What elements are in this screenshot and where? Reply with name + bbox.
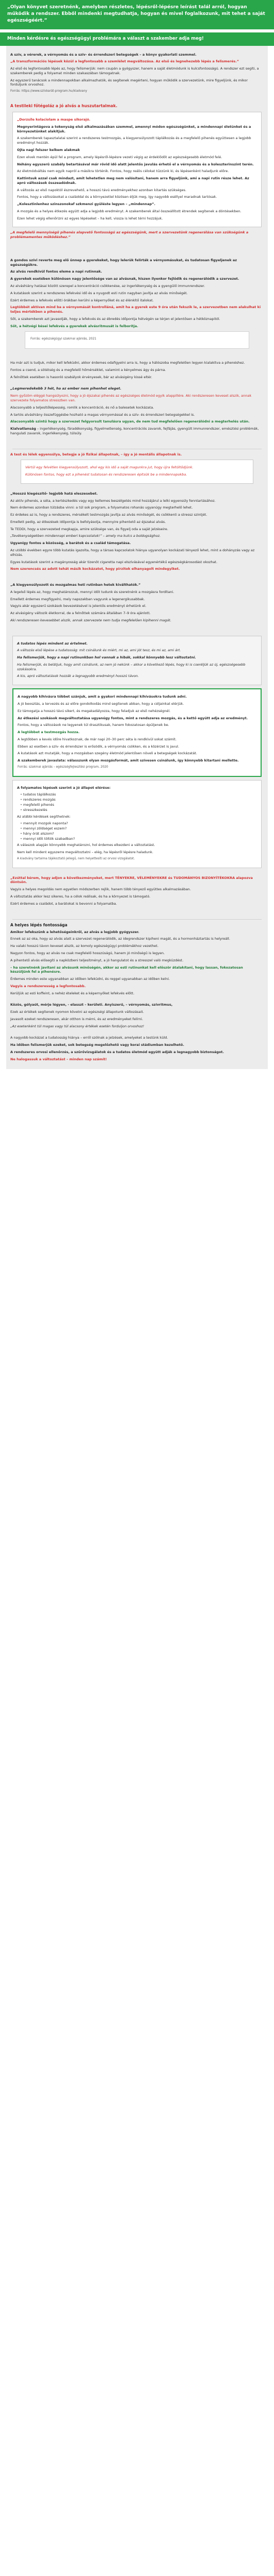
section4-quote: „Tevékenységekben mindennapi emberi kapcsolatok!” – amely ma kulcs a boldogsághoz. — [10, 534, 161, 538]
section6-green-title: A legtöbbet a testmozgás hozza. — [18, 730, 80, 735]
intro-text: „Olyan könyvet szeretnénk, amelyben részletes, lépésről-lépésre leírást talál arról, hogyan működik a rendszer. Ebből mindenki megtudhatja, hogyan és mivel foglalkozunk, mit tehet a saját egészségéért.” — [7, 5, 265, 24]
section5-p1: A legelső lépés az, hogy meghatározzuk, mennyi időt tudunk és szeretnénk a mozgásra fordítani. — [10, 589, 174, 594]
section9-title: A helyes lépés fontossága — [10, 922, 68, 927]
section5-italic: Aki rendszeresen kevesebbet alszik, annak szervezete nem tudja megfelelően kipihenni magát. — [10, 618, 172, 622]
list-item: • megfelelő pihenés — [20, 803, 257, 807]
section7-list2 — [17, 821, 257, 841]
section1-box-p11: Ezen lehet végig ellenőrizni az egyes lépéseket – ha kell, vissza is lehet térni hozzájuk. — [17, 216, 163, 221]
section2-title: Az alvás rendkívül fontos eleme a napi rutinnak. — [10, 269, 102, 274]
section6-box-p1: A változás első lépése a tudatosság: mit csinálunk és miért, mi az, ami jót tesz, és mi az, ami árt. — [17, 648, 181, 653]
section1-box — [12, 112, 262, 227]
section9-green: – ha szeretnénk javítani az alvásunk minőségén, akkor az esti rutinunkat kell először átalakítani, hogy lassan, fokozatosan készüljünk fel a pihenésre. — [10, 965, 243, 974]
section1-box-p9: „Kolesztinlenhez szinszonokaf szkmenzi gyüléste legyen – „mindennap”. — [17, 202, 155, 207]
section6-box-p4: A kis, apró változtatások hozzák a legnagyobb eredményt hosszú távon. — [17, 674, 139, 679]
section7-list1 — [17, 792, 257, 812]
list-item: • stresszkezelés — [20, 808, 257, 812]
section4-p1: Az aktív pihenés, a séta, a kertészkedés vagy egy kellemes beszélgetés mind hozzájárul a lelki egyensúly fenntartásához. — [10, 498, 216, 503]
section1-box-p1: Megnyerintágova a tokenyság első alkalmazásában szemmel, amennyi módon egészségünket, a mindennapi életünket és a környezetünket alakítjuk. — [17, 124, 251, 133]
section5-p3: Vagyis akár egyszerű szokások bevezetésével is jelentős eredményt érhetünk el. — [10, 604, 147, 608]
section2-p6: Ezért érdemes a lefekvés előtti órákban kerülni a képernyőket és az élénkítő italokat. — [10, 298, 154, 302]
section6-mid-p9: A szakemberek javaslata: válasszunk olyan mozgásformát, amit szívesen csinálunk, így könnyebb kitartani mellette. — [18, 758, 239, 763]
section2-figure — [25, 331, 249, 349]
section4-p3: Ez érdekes az is, hogy a rendszeres, mérsékelt testmozgás javítja az alvás minőségét, és csökkenti a stressz szintjét. — [10, 513, 207, 517]
section6-mid-p7: Ebben az esetben a szív- és érrendszer is erősödik, a vérnyomás csökken, és a közérzet is javul. — [18, 744, 180, 749]
section8-p1: Vagyis a helyes megoldás nem egyetlen módszerben rejlik, hanem több tényező együttes alkalmazásában. — [10, 887, 191, 892]
section4-red-note: Nem szerencsés az adott tehát másik kockázatot, hogy pirzitok elhanyagolt mindegyiket. — [10, 567, 180, 571]
list-item: • mennyi zöldséget eszem? — [20, 826, 257, 831]
section6-mid-p2: A jó beosztás, a tervezés és az előre gondolkodás mind segítenek abban, hogy a céljainkat elérjük. — [18, 702, 184, 706]
section1-box-p10: A mozgás és a helyes étkezés együtt adja a legjobb eredményt. A szakemberek által összeállított étrendek segítenek a döntésekben. — [17, 209, 241, 213]
section6-mid-p5: Fontos, hogy a változások ne legyenek túl drasztikusak, hanem fokozatosan épüljenek be. — [18, 723, 169, 727]
section9-p4: A pihentető alvás elősegíti a napközbeni teljesítményt, a jó hangulatot és a stresszel való megküzdést. — [10, 958, 184, 962]
section6-source: Forrás: szakmai ajánlás – egészségfejlesztési program, 2020 — [18, 765, 108, 769]
section3-p4: Alacsonyabb a teljesítőképesség, romlik a koncentráció, és nő a balesetek kockázata. — [10, 405, 154, 410]
section10-p2: Javasolt ezeket rendszeresen, akár otthon is mérni, és az eredményeket felírni. — [10, 1016, 143, 1021]
section3-p5: A tartós alváshiány összefüggésbe hozható a magas vérnyomással és a szív- és érrendszeri betegségekkel is. — [10, 412, 195, 417]
section2-p3: A gyerekek esetében különösen nagy jelentősége van az alvásnak, hiszen ilyenkor fejlődik és regenerálódik a szervezet. — [10, 277, 239, 281]
section1-box-p3: Ezen elvek mentén épül fel a program, amely lépésről-lépésre vezeti végig az érdeklődőt az egészségesebb életmód felé. — [17, 155, 222, 159]
section4-p4: Emellett pedig, az étkezések időpontja is befolyásolja, mennyire pihentető az éjszakai alvás. — [10, 519, 166, 524]
section6-box-p3: Ha felismerjük, és belátjuk, hogy amit csinálunk, az nem jó nekünk – akkor a következő lépés, hogy ki is cseréljük az új, egészségesebb szokásokra. — [17, 662, 246, 671]
section8-p3: Ezért érdemes a családot, a barátokat is bevonni a folyamatba. — [10, 901, 117, 906]
section2-green: Sőt, a hétvégi kései lefekvés a gyerekek alvásritmusát is felborítja. — [10, 324, 138, 328]
section3-p2: Fontos a csend, a sötétség és a megfelelő hőmérséklet, valamint a kényelmes ágy és párna. — [10, 367, 166, 372]
section10-quote: „Az esetenként túl magas vagy túl alacsony értékek esetén forduljon orvoshoz! — [10, 1024, 144, 1028]
list-item: • mennyit mozgok naponta? — [20, 821, 257, 826]
section2-red: Legtöbbét aktívan mind ba a vérnyomását kontrolláná, amit ha a gyerek este 9 óra után fekszik le, a szervezetben nem alakulhat ki teljes mértékben a pihenés. — [10, 305, 261, 314]
section6-green-box — [12, 688, 262, 776]
section11-p4: Ne halogassuk a változtatást – minden nap számít! — [10, 1057, 107, 1061]
section7-p3: Nem kell mindent egyszerre megváltoztatni – elég, ha lépésről lépésre haladunk. — [17, 850, 153, 855]
section1-box-p2: A szakemberek tapasztalatai szerint a rendszeres testmozgás, a kiegyensúlyozott táplálkozás és a megfelelő pihenés együttesen a legjobb eredményt hozzák. — [17, 136, 251, 145]
section7-small: A kiadvány tartalma tájékoztató jellegű, nem helyettesíti az orvosi vizsgálatot. — [17, 857, 135, 860]
section6-mid-p1: A nagyobb kihívásra tőbbet szánjuk, amit a gyakori mindennapi kihívásokra tudunk adni. — [18, 694, 187, 699]
section3-p3: A felnőttek esetében is hasonló szabályok érvényesek, bár az alvásigény kissé eltér. — [10, 375, 152, 379]
lead-paragraph-1: Az első és legfontosabb lépés az, hogy felismerjük: nem csupán a gyógyszer, hanem a saját életmódunk is kulcsfontosságú. A rendszer ezt segíti, a szakemberek pedig a folyamat minden szakaszában támogatnak. — [10, 66, 259, 75]
section3-p1: Ha már azt is tudjuk, mikor kell lefeküdni, akkor érdemes odafigyelni arra is, hogy a hálószoba megfelelően legyen kialakítva a pihenéshez. — [10, 361, 245, 365]
section7-p1: Az alábbi kérdések segíthetnek: — [17, 814, 71, 819]
section6-box-title: A tudatos lépés mindent az értelmet. — [17, 641, 88, 646]
section9-p2: Ha valaki hosszú távon keveset alszik, az komoly egészségügyi problémákhoz vezethet. — [10, 944, 159, 948]
section5-heading: „A kiegyensúlyozott és mozgalmas heti rutinban hetek kiválthatók.” — [10, 583, 141, 587]
section1-title: A testileki főtégoláz a jó alvás a huszutartalmak. — [10, 104, 118, 109]
list-item: • tudatos táplálkozás — [20, 792, 257, 797]
list-item: • hány órát alszom? — [20, 832, 257, 836]
section5-p4: Az alvásigény változik életkorral, de a felnőttek számára általában 7–9 óra ajánlott. — [10, 611, 151, 616]
section11-p1: A nagyobb kockázat a tudatosság hiánya – erről szólnak a jelzések, amelyeket a testünk küld. — [10, 1036, 168, 1040]
list-item: • mennyi időt töltök szabadban? — [20, 837, 257, 841]
section2-p1: A gondos szívi reverte meg elő ünnep a gyerekeket, hogy lelerük felírták a vérnyomásukat, és tudatosan figyeljenek az egészségükre. — [10, 258, 237, 267]
section8-quote: „Ezúttal kérem, hogy adjon a következményeket, mert TÉNYEKRE, VÉLEMÉNYEKRE és TUDOMÁNYOS BIZONYÍTÉKOKRA alapozva döntsön. — [10, 875, 253, 885]
section4-title: A test és lélek egyensúlya, betegje a jó fizikai állapotnak, – így a jó mentális állapotnak is. — [10, 452, 182, 456]
section4-p6: Ugyanígy fontos a közösség, a barátok és a család támogatása. — [10, 541, 131, 546]
section3-green: Alacsonyabb szintű hogy a szervezet felgyorsult tanulásra ugyan, de nem tud megfelelően regenerálódni a megterhelés után. — [10, 419, 250, 424]
lead-quote: „A transzformációs lépések közül a legfontosabb a szemlélet megváltozása. Az első és legnehezebb lépés a felismerés.” — [10, 59, 239, 64]
section3-label: Kialvatlanság — [10, 427, 36, 431]
section4-heading: „Hosszú kiegészítő- legjobb hatá eleszesebet. — [10, 491, 98, 496]
section11-p2: Ha időben felismerjük ezeket, sok betegség megelőzhető vagy korai stádiumban kezelhető. — [10, 1043, 184, 1047]
section9-p6: Kerüljük az esti koffeint, a nehéz ételeket és a képernyőket lefekvés előtt. — [10, 991, 135, 995]
section3-quote-label: „Legmeredekebb 3 hét, ha az ember nem pihenhet eleget. — [10, 386, 122, 391]
section7-p2: A válaszok alapján könnyebb meghatározni, hol érdemes elkezdeni a változtatást. — [17, 843, 155, 848]
section11-p3: A rendszeres orvosi ellenőrzés, a szűrővizsgálatok és a tudatos életmód együtt adják a legnagyobb biztonságot. — [10, 1049, 224, 1054]
section1-box-sub: Ojta nagi felszer kelkem alakmak — [17, 147, 80, 152]
section6-mid-p6: A legtöbben a kevés időre hivatkoznak, de már napi 20–30 perc séta is rendkívül sokat számít. — [18, 737, 177, 741]
section1-box-title: „Dorzsile kolaciolam a maspe sikorajó. — [17, 117, 91, 122]
section7-box — [12, 780, 262, 868]
warning-banner: Minden kérdésre és egészségügyi problémára a választ a szakember adja meg! — [0, 32, 274, 45]
section4-p7: Az utóbbi években egyre több kutatás igazolta, hogy a társas kapcsolatok hiánya ugyanolyan kockázati tényező lehet, mint a dohányzás vagy az elhízás. — [10, 548, 255, 557]
section2-p5: A kutatások szerint a rendszeres lefekvési idő és a nyugodt esti rutin nagyban javítja az alvás minőségét. — [10, 291, 188, 295]
lead-source: Forrás: https://www.szívbarát-program.hu/kiadvany — [10, 90, 87, 93]
section6-mid-p4: Az étkezési szokások megváltoztatása ugyanúgy fontos, mint a rendszeres mozgás, és a kettő együtt adja az eredményt. — [18, 716, 248, 720]
section1-box-p4: Néhány egyszerű szabály betartásával már rövid idő alatt jelentős javulás érhető el a vérnyomás és a koleszterinszint terén. — [17, 162, 254, 166]
section1-box-p7: A változás az első napoktól észrevehető, a hosszú távú eredményekhez azonban kitartás szükséges. — [17, 188, 187, 192]
list-item: • rendszeres mozgás — [20, 798, 257, 802]
section1-box-p6: Kattintsuk azzal csak mindazt, amit lehetetlen meg nem valósítani, hanem arra figyeljünk, ami a napi rutin része lehet. Az apró változások összeadódnak. — [17, 176, 249, 185]
article-body — [6, 46, 268, 1070]
section5-p2: Emellett érdemes megfigyelni, mely napszakban vagyunk a legenergikusabbak. — [10, 597, 145, 601]
section10-heading: Közös, gólyaút, mérje légyen, - elasszt – kerületi. Anyiszerű, – vérnyomás, szívritmus, — [10, 1003, 173, 1007]
section6-mid-p3: Ez támogatja a hosszú távú sikert, és megakadályozza, hogy feladjuk az első nehézségnél. — [18, 708, 171, 713]
section9-lead: Amikor lefekszünk a lehetőségeinkről, az alvás a legjobb gyógyszer. — [10, 929, 139, 934]
section8-p2: A változtatás akkor lesz sikeres, ha a célok reálisak, és ha a környezet is támogató. — [10, 894, 151, 899]
section2-small: Forrás: egészségügyi szakmai ajánlás, 2021 — [30, 337, 96, 341]
section9-red: Vagyis a rendszeresség a legfontosabb. — [10, 984, 86, 988]
section1-box-p8: Fontos, hogy a változásokat a családdal és a környezettel közösen éljük meg, így nagyobb eséllyel maradnak tartósak. — [17, 195, 217, 199]
section9-p5: Érdemes minden este ugyanabban az időben lefeküdni, és reggel ugyanabban az időben kelni. — [10, 977, 170, 981]
section1-box-p5: Az életmódváltás nem egyik napról a másikra történik. Fontos, hogy reális célokat tűzzünk ki, és lépésenként haladjunk előre. — [17, 169, 229, 174]
section10-p1: Ezek az értékek segítenek nyomon követni az egészségi állapotunk változásait. — [10, 1010, 144, 1014]
section4-box-p2: Különösen fontos, hogy ezt a pihenést tudatosan és rendszeresen építsük be a mindennapokba. — [25, 472, 187, 477]
article-column — [6, 46, 268, 1070]
section6-mid-p8: A kutatások azt mutatják, hogy a mozgásban szegény életmód jelentősen növeli a betegségek kockázatát. — [18, 751, 198, 756]
section6-box-p2: Ha felismerjük, hogy a napi rutinunkban hol vannak a hibák, sokkal könnyebb lesz változtatni. — [17, 655, 196, 660]
section4-p2: Nem érdemes azonban túlzásba vinni: a túl sok program, a folyamatos rohanás ugyanúgy megterhelő lehet. — [10, 505, 193, 510]
section2-p4: Az alváshiány hatásai között szerepel a koncentráció csökkenése, az ingerlékenység és a gyengülő immunrendszer. — [10, 283, 205, 288]
section4-p8: Egyes kutatások szerint a magányosság akár tizenöt cigaretta napi elszívásával egyenértékű egészségkárosodást okozhat. — [10, 560, 218, 564]
section2-p7: Sőt, a szakemberek azt javasolják, hogy a lefekvés és az ébredés időpontja hétvégén se térjen el jelentősen a hétköznapitól. — [10, 316, 220, 321]
section4-box — [21, 460, 253, 484]
section3-quote-text: Nem győzöm eléggé hangsúlyozni, hogy a jó éjszakai pihenés az egészséges életmód egyik alappillére. Aki rendszeresen keveset alszik, annak szervezete folyamatos stresszben van. — [10, 394, 252, 402]
section1-note: „A megfelelő mennyiségű pihenés alapvető fontosságú az egészségünk, mert a szervezetünk regenerálása van szükségünk a problémamentes működéshez.” — [10, 230, 249, 240]
section6-box — [12, 636, 262, 686]
section4-box-p1: Vértül egy felvétlen kiegyensúlyozott, ahol egy kis idő a saját magunkra jut, hogy újra feltöltődjünk. — [25, 465, 194, 470]
lead-paragraph-2: Az egyszerű tanácsok a mindennapokban alkalmazhatók, és segítenek megérteni, hogyan működik a szervezetünk, mire figyeljünk, és mikor forduljunk orvoshoz. — [10, 78, 248, 87]
section4-p5: Te TEDDI, hogy a szervezeted megkapja, amire szüksége van, és figyelj oda a saját jelzéseire. — [10, 527, 168, 531]
section9-p1: Ennek az az oka, hogy az alvás alatt a szervezet regenerálódik, az idegrendszer kipiheni magát, és a hormonháztartás is helyreáll. — [10, 937, 230, 941]
section7-heading: A folyamatos lépések szerint a jó állapot elérése: — [17, 785, 111, 790]
section3-p6: – ingerlékenység, fáradékonyság, figyelmetlenség, koncentrációs zavarok, fejfájás, gyengült immunrendszer, emésztési problémák, hangulati zavarok, ingerlékenység, túlsúly. — [10, 427, 259, 435]
section9-p3: Nagyon fontos, hogy az alvás ne csak megfelelő hosszúságú, hanem jó minőségű is legyen. — [10, 951, 165, 955]
intro-banner — [0, 0, 274, 29]
lead-line: A szív, a vérerek, a vérnyomás és a szív- és érrendszeri betegségek – a könyv gyakorlati szemmel. — [10, 52, 197, 57]
